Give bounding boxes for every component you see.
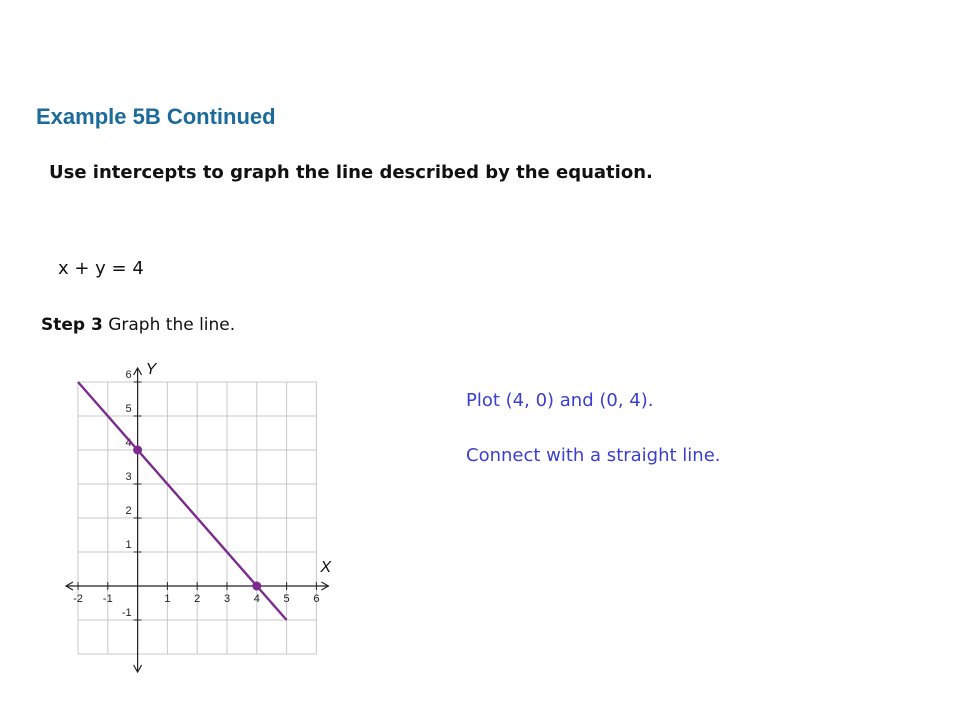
y-axis-label: Y	[145, 361, 157, 378]
y-tick-label: 2	[125, 505, 132, 517]
x-tick-label: 2	[194, 593, 201, 605]
equation: x + y = 4	[58, 258, 144, 279]
y-tick-label: -1	[121, 607, 132, 619]
y-tick-label: 3	[125, 471, 132, 483]
x-tick-label: 3	[223, 593, 231, 605]
x-tick-label: 1	[164, 593, 171, 605]
y-tick-label: 6	[125, 369, 132, 381]
plot-area	[78, 382, 287, 620]
x-axis-label: X	[320, 559, 332, 576]
x-tick-label: 5	[283, 593, 290, 605]
tick-labels	[73, 361, 332, 619]
note-connect-line: Connect with a straight line.	[466, 445, 721, 466]
y-tick-label: 1	[125, 539, 132, 551]
x-tick-label: -1	[102, 593, 113, 605]
x-tick-label: -2	[73, 593, 83, 605]
y-tick-label: 4	[125, 437, 132, 449]
intercept-point	[252, 582, 261, 591]
y-tick-label: 5	[125, 403, 132, 415]
slide-title: Example 5B Continued	[36, 104, 276, 129]
x-tick-label: 4	[253, 593, 260, 605]
step-text: Graph the line.	[102, 315, 236, 335]
note-plot-points: Plot (4, 0) and (0, 4).	[466, 390, 654, 411]
step-label: Step 3	[41, 315, 103, 335]
intercept-point	[133, 446, 142, 455]
x-tick-label: 6	[313, 593, 320, 605]
instruction-text: Use intercepts to graph the line described by the equation.	[49, 162, 653, 183]
